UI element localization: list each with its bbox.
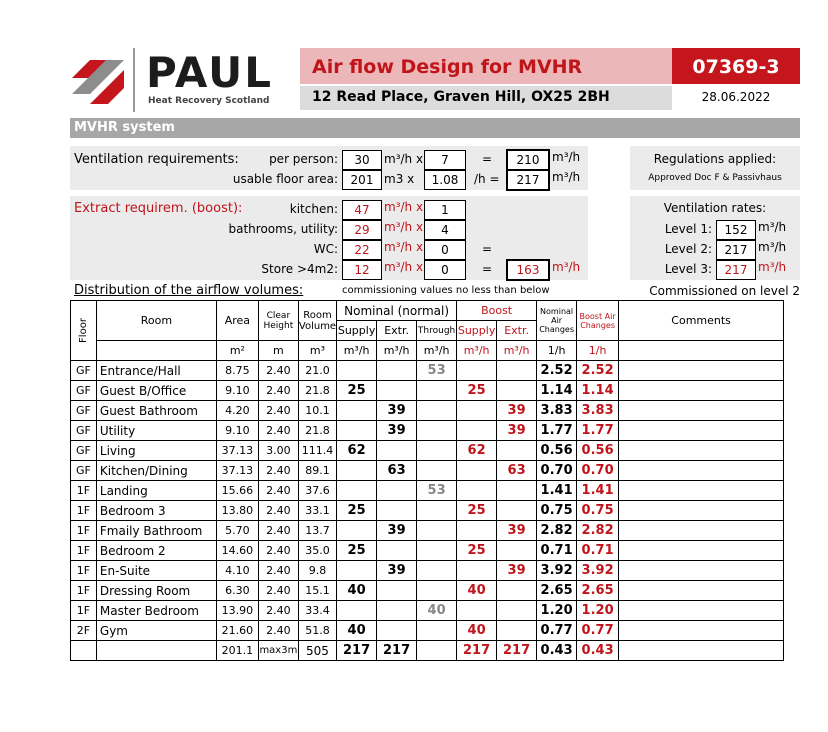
- cell-height: 2.40: [258, 601, 298, 621]
- cell-area: 4.10: [216, 561, 258, 581]
- cell-bch: 0.70: [577, 461, 619, 481]
- cell-thr: 40: [417, 601, 457, 621]
- airflow-table: [70, 300, 784, 661]
- project-code: 07369-3: [692, 56, 780, 78]
- distribution-label: Distribution of the airflow volumes:: [74, 283, 304, 298]
- cell-vol: 10.1: [298, 401, 336, 421]
- per-person-unit: m³/h x: [384, 152, 424, 166]
- level2-value: 217: [716, 240, 756, 260]
- document-title: Air flow Design for MVHR: [312, 56, 583, 78]
- total-comments: [619, 641, 784, 661]
- cell-sup: 40: [337, 621, 377, 641]
- cell-ext: [377, 361, 417, 381]
- cell-vol: 37.6: [298, 481, 336, 501]
- header-nominal-changes: Nominal Air Changes: [537, 301, 577, 341]
- commissioning-note: commissioning values no less than below: [342, 285, 550, 296]
- extract-wc-value: 22: [342, 240, 382, 260]
- cell-thr: [417, 581, 457, 601]
- cell-bext: [497, 501, 537, 521]
- extract-bathrooms-label: bathrooms, utility:: [228, 222, 338, 236]
- cell-thr: 53: [417, 481, 457, 501]
- unit-extract: m³/h: [377, 341, 417, 361]
- cell-thr: [417, 381, 457, 401]
- cell-thr: [417, 461, 457, 481]
- cell-ext: 39: [377, 401, 417, 421]
- unit-volume: m³: [298, 341, 336, 361]
- cell-height: 2.40: [258, 561, 298, 581]
- header-area: Area: [216, 301, 258, 341]
- extract-bathrooms-value: 29: [342, 220, 382, 240]
- cell-floor: GF: [71, 381, 97, 401]
- table-row: [71, 601, 784, 621]
- cell-bext: [497, 481, 537, 501]
- table-row: [71, 541, 784, 561]
- cell-vol: 51.8: [298, 621, 336, 641]
- cell-bext: [497, 601, 537, 621]
- header-extract: Extr.: [377, 321, 417, 341]
- extract-wc-equals: =: [482, 242, 493, 256]
- project-address: 12 Read Place, Graven Hill, OX25 2BH: [312, 89, 610, 105]
- cell-ext: 39: [377, 521, 417, 541]
- cell-bsup: 40: [457, 621, 497, 641]
- header-room: Room: [96, 301, 216, 341]
- cell-comments: [619, 561, 784, 581]
- cell-comments: [619, 541, 784, 561]
- unit-boost-extract: m³/h: [497, 341, 537, 361]
- unit-comments: [619, 341, 784, 361]
- cell-vol: 111.4: [298, 441, 336, 461]
- extract-store-value: 12: [342, 260, 382, 280]
- unit-height: m: [258, 341, 298, 361]
- cell-bext: [497, 441, 537, 461]
- cell-vol: 9.8: [298, 561, 336, 581]
- header-through: Through: [417, 321, 457, 341]
- extract-store-equals: =: [482, 262, 493, 276]
- cell-bsup: 62: [457, 441, 497, 461]
- cell-bsup: [457, 561, 497, 581]
- cell-bch: 3.83: [577, 401, 619, 421]
- ventilation-label: Ventilation requirements:: [74, 152, 239, 167]
- per-person-label: per person:: [269, 152, 338, 166]
- floor-area-result: 217: [506, 169, 550, 191]
- cell-sup: [337, 421, 377, 441]
- cell-comments: [619, 461, 784, 481]
- cell-ext: [377, 481, 417, 501]
- total-boost-supply: 217: [457, 641, 497, 661]
- cell-sup: 40: [337, 581, 377, 601]
- cell-nch: 0.75: [537, 501, 577, 521]
- cell-vol: 33.4: [298, 601, 336, 621]
- header-supply: Supply: [337, 321, 377, 341]
- cell-height: 2.40: [258, 481, 298, 501]
- cell-sup: [337, 401, 377, 421]
- extract-wc-label: WC:: [313, 242, 338, 256]
- cell-ext: [377, 501, 417, 521]
- header-boost-extract: Extr.: [497, 321, 537, 341]
- cell-sup: [337, 521, 377, 541]
- cell-height: 3.00: [258, 441, 298, 461]
- cell-comments: [619, 601, 784, 621]
- cell-height: 2.40: [258, 381, 298, 401]
- persons-value: 7: [424, 150, 466, 170]
- equals-sign-1: =: [482, 152, 493, 166]
- commissioned-level: Commissioned on level 2: [649, 284, 800, 298]
- cell-comments: [619, 361, 784, 381]
- cell-floor: GF: [71, 401, 97, 421]
- header-boost-changes: Boost Air Changes: [577, 301, 619, 341]
- cell-area: 13.80: [216, 501, 258, 521]
- cell-bch: 3.92: [577, 561, 619, 581]
- cell-height: 2.40: [258, 401, 298, 421]
- cell-sup: 25: [337, 501, 377, 521]
- cell-thr: [417, 421, 457, 441]
- header-boost: Boost: [457, 301, 537, 321]
- extract-kitchen-unit: m³/h x: [384, 200, 424, 214]
- extract-total-unit: m³/h: [552, 260, 581, 274]
- cell-sup: [337, 361, 377, 381]
- cell-vol: 35.0: [298, 541, 336, 561]
- totals-floor: [71, 641, 97, 661]
- cell-bch: 1.41: [577, 481, 619, 501]
- cell-bch: 1.77: [577, 421, 619, 441]
- cell-floor: GF: [71, 361, 97, 381]
- cell-bext: 39: [497, 421, 537, 441]
- cell-area: 13.90: [216, 601, 258, 621]
- level1-label: Level 1:: [664, 222, 712, 236]
- cell-comments: [619, 421, 784, 441]
- cell-nch: 2.82: [537, 521, 577, 541]
- cell-bch: 2.52: [577, 361, 619, 381]
- total-boost-extract: 217: [497, 641, 537, 661]
- regulations-label: Regulations applied:: [653, 152, 777, 166]
- total-area: 201.1: [216, 641, 258, 661]
- cell-floor: 1F: [71, 601, 97, 621]
- level1-unit: m³/h: [758, 220, 787, 234]
- extract-store-unit: m³/h x: [384, 260, 424, 274]
- floor-area-unit: m3 x: [384, 172, 415, 186]
- cell-height: 2.40: [258, 621, 298, 641]
- cell-room: Landing: [96, 481, 216, 501]
- cell-ext: [377, 621, 417, 641]
- company-logo: [70, 48, 290, 112]
- level3-label: Level 3:: [664, 262, 712, 276]
- cell-bsup: 25: [457, 381, 497, 401]
- extract-bathrooms-count: 4: [424, 220, 466, 240]
- cell-vol: 21.8: [298, 381, 336, 401]
- header-clear-height: Clear Height: [258, 301, 298, 341]
- cell-area: 37.13: [216, 441, 258, 461]
- extract-total-result: 163: [506, 259, 550, 281]
- result2-unit: m³/h: [552, 170, 581, 184]
- unit-nominal-changes: 1/h: [537, 341, 577, 361]
- document-date: 28.06.2022: [701, 90, 771, 104]
- cell-room: Master Bedroom: [96, 601, 216, 621]
- cell-comments: [619, 401, 784, 421]
- total-boost-changes: 0.43: [577, 641, 619, 661]
- cell-room: Utility: [96, 421, 216, 441]
- table-row: [71, 581, 784, 601]
- cell-ext: [377, 601, 417, 621]
- cell-nch: 0.77: [537, 621, 577, 641]
- cell-bext: [497, 381, 537, 401]
- cell-bext: 39: [497, 561, 537, 581]
- cell-bext: 39: [497, 401, 537, 421]
- cell-height: 2.40: [258, 361, 298, 381]
- level1-value: 152: [716, 220, 756, 240]
- extract-kitchen-value: 47: [342, 200, 382, 220]
- cell-bch: 1.20: [577, 601, 619, 621]
- cell-ext: [377, 581, 417, 601]
- cell-thr: [417, 561, 457, 581]
- total-supply: 217: [337, 641, 377, 661]
- cell-vol: 89.1: [298, 461, 336, 481]
- cell-floor: 1F: [71, 501, 97, 521]
- cell-height: 2.40: [258, 421, 298, 441]
- cell-height: 2.40: [258, 461, 298, 481]
- air-rate-value: 1.08: [424, 170, 466, 190]
- cell-room: Guest Bathroom: [96, 401, 216, 421]
- extract-wc-unit: m³/h x: [384, 240, 424, 254]
- cell-bsup: 40: [457, 581, 497, 601]
- cell-area: 8.75: [216, 361, 258, 381]
- cell-comments: [619, 381, 784, 401]
- logo-word: PAUL: [146, 48, 274, 97]
- cell-room: Fmaily Bathroom: [96, 521, 216, 541]
- unit-room: [96, 341, 216, 361]
- cell-bch: 2.65: [577, 581, 619, 601]
- cell-area: 21.60: [216, 621, 258, 641]
- logo-subtitle: Heat Recovery Scotland: [148, 96, 270, 106]
- table-row: [71, 561, 784, 581]
- cell-room: Living: [96, 441, 216, 461]
- cell-bch: 1.14: [577, 381, 619, 401]
- table-row: [71, 401, 784, 421]
- header-nominal: Nominal (normal): [337, 301, 457, 321]
- floor-area-label: usable floor area:: [232, 172, 338, 186]
- table-row: [71, 521, 784, 541]
- cell-room: En-Suite: [96, 561, 216, 581]
- cell-area: 5.70: [216, 521, 258, 541]
- extract-kitchen-count: 1: [424, 200, 466, 220]
- cell-height: 2.40: [258, 541, 298, 561]
- cell-room: Gym: [96, 621, 216, 641]
- extract-store-label: Store >4m2:: [261, 262, 338, 276]
- table-row: [71, 381, 784, 401]
- cell-sup: [337, 481, 377, 501]
- cell-height: 2.40: [258, 521, 298, 541]
- unit-boost-supply: m³/h: [457, 341, 497, 361]
- unit-through: m³/h: [417, 341, 457, 361]
- persons-result: 210: [506, 149, 550, 171]
- cell-nch: 1.41: [537, 481, 577, 501]
- cell-thr: [417, 541, 457, 561]
- cell-nch: 2.52: [537, 361, 577, 381]
- cell-area: 9.10: [216, 421, 258, 441]
- cell-nch: 0.56: [537, 441, 577, 461]
- cell-nch: 3.92: [537, 561, 577, 581]
- cell-room: Entrance/Hall: [96, 361, 216, 381]
- cell-bch: 0.77: [577, 621, 619, 641]
- total-through: [417, 641, 457, 661]
- cell-nch: 1.77: [537, 421, 577, 441]
- cell-nch: 2.65: [537, 581, 577, 601]
- cell-bext: [497, 361, 537, 381]
- total-nominal-changes: 0.43: [537, 641, 577, 661]
- cell-sup: [337, 561, 377, 581]
- table-row: [71, 421, 784, 441]
- extract-label: Extract requirem. (boost):: [74, 201, 243, 216]
- cell-sup: [337, 601, 377, 621]
- total-extract: 217: [377, 641, 417, 661]
- level2-unit: m³/h: [758, 240, 787, 254]
- level3-value: 217: [716, 260, 756, 280]
- table-row: [71, 461, 784, 481]
- cell-comments: [619, 521, 784, 541]
- cell-vol: 13.7: [298, 521, 336, 541]
- cell-floor: GF: [71, 421, 97, 441]
- cell-thr: [417, 441, 457, 461]
- cell-comments: [619, 501, 784, 521]
- cell-bsup: [457, 481, 497, 501]
- cell-area: 9.10: [216, 381, 258, 401]
- cell-comments: [619, 481, 784, 501]
- cell-room: Guest B/Office: [96, 381, 216, 401]
- floor-area-value: 201: [342, 170, 382, 190]
- cell-height: 2.40: [258, 501, 298, 521]
- cell-height: 2.40: [258, 581, 298, 601]
- regulations-value: Approved Doc F & Passivhaus: [648, 173, 782, 183]
- cell-floor: 1F: [71, 561, 97, 581]
- cell-ext: [377, 541, 417, 561]
- cell-floor: 1F: [71, 481, 97, 501]
- cell-bsup: [457, 361, 497, 381]
- header-room-volume: Room Volume: [298, 301, 336, 341]
- rates-label: Ventilation rates:: [663, 201, 767, 215]
- cell-nch: 3.83: [537, 401, 577, 421]
- cell-vol: 21.0: [298, 361, 336, 381]
- section-title: MVHR system: [74, 120, 175, 135]
- cell-ext: [377, 381, 417, 401]
- cell-thr: [417, 401, 457, 421]
- cell-comments: [619, 581, 784, 601]
- table-row: [71, 441, 784, 461]
- cell-area: 37.13: [216, 461, 258, 481]
- cell-sup: 25: [337, 381, 377, 401]
- extract-store-count: 0: [424, 260, 466, 280]
- totals-row: [71, 641, 784, 661]
- extract-bathrooms-unit: m³/h x: [384, 220, 424, 234]
- header-floor: Floor: [71, 301, 97, 361]
- cell-bsup: 25: [457, 541, 497, 561]
- table-row: [71, 501, 784, 521]
- cell-bch: 0.75: [577, 501, 619, 521]
- cell-nch: 1.14: [537, 381, 577, 401]
- cell-bch: 0.56: [577, 441, 619, 461]
- cell-vol: 15.1: [298, 581, 336, 601]
- cell-bext: 39: [497, 521, 537, 541]
- cell-area: 4.20: [216, 401, 258, 421]
- unit-area: m²: [216, 341, 258, 361]
- per-person-value: 30: [342, 150, 382, 170]
- total-volume: 505: [298, 641, 336, 661]
- level3-unit: m³/h: [758, 260, 787, 274]
- cell-ext: 39: [377, 561, 417, 581]
- extract-kitchen-label: kitchen:: [289, 202, 338, 216]
- logo-stripes-icon: [70, 48, 140, 112]
- cell-nch: 0.70: [537, 461, 577, 481]
- cell-bsup: [457, 421, 497, 441]
- cell-room: Bedroom 2: [96, 541, 216, 561]
- cell-bext: [497, 541, 537, 561]
- cell-area: 6.30: [216, 581, 258, 601]
- cell-floor: 1F: [71, 541, 97, 561]
- section-bar: [70, 118, 800, 138]
- unit-boost-changes: 1/h: [577, 341, 619, 361]
- cell-nch: 0.71: [537, 541, 577, 561]
- per-hour-label: /h =: [474, 172, 500, 186]
- cell-floor: 1F: [71, 581, 97, 601]
- cell-floor: GF: [71, 461, 97, 481]
- cell-room: Kitchen/Dining: [96, 461, 216, 481]
- cell-area: 14.60: [216, 541, 258, 561]
- total-height: max3m: [258, 641, 298, 661]
- cell-bsup: [457, 401, 497, 421]
- table-row: [71, 361, 784, 381]
- cell-bsup: 25: [457, 501, 497, 521]
- cell-comments: [619, 441, 784, 461]
- totals-room: [96, 641, 216, 661]
- cell-thr: [417, 621, 457, 641]
- cell-bsup: [457, 461, 497, 481]
- cell-bch: 0.71: [577, 541, 619, 561]
- cell-bsup: [457, 521, 497, 541]
- cell-thr: 53: [417, 361, 457, 381]
- cell-floor: GF: [71, 441, 97, 461]
- cell-ext: 39: [377, 421, 417, 441]
- cell-sup: 62: [337, 441, 377, 461]
- cell-floor: 2F: [71, 621, 97, 641]
- cell-thr: [417, 521, 457, 541]
- header-boost-supply: Supply: [457, 321, 497, 341]
- result1-unit: m³/h: [552, 150, 581, 164]
- cell-bext: 63: [497, 461, 537, 481]
- cell-floor: 1F: [71, 521, 97, 541]
- cell-vol: 21.8: [298, 421, 336, 441]
- cell-area: 15.66: [216, 481, 258, 501]
- table-row: [71, 481, 784, 501]
- cell-room: Bedroom 3: [96, 501, 216, 521]
- cell-bext: [497, 621, 537, 641]
- cell-bch: 2.82: [577, 521, 619, 541]
- unit-supply: m³/h: [337, 341, 377, 361]
- cell-bext: [497, 581, 537, 601]
- table-row: [71, 621, 784, 641]
- cell-sup: [337, 461, 377, 481]
- header-comments: Comments: [619, 301, 784, 341]
- cell-thr: [417, 501, 457, 521]
- level2-label: Level 2:: [664, 242, 712, 256]
- cell-sup: 25: [337, 541, 377, 561]
- cell-ext: 63: [377, 461, 417, 481]
- cell-vol: 33.1: [298, 501, 336, 521]
- extract-wc-count: 0: [424, 240, 466, 260]
- cell-ext: [377, 441, 417, 461]
- cell-comments: [619, 621, 784, 641]
- cell-nch: 1.20: [537, 601, 577, 621]
- cell-room: Dressing Room: [96, 581, 216, 601]
- cell-bsup: [457, 601, 497, 621]
